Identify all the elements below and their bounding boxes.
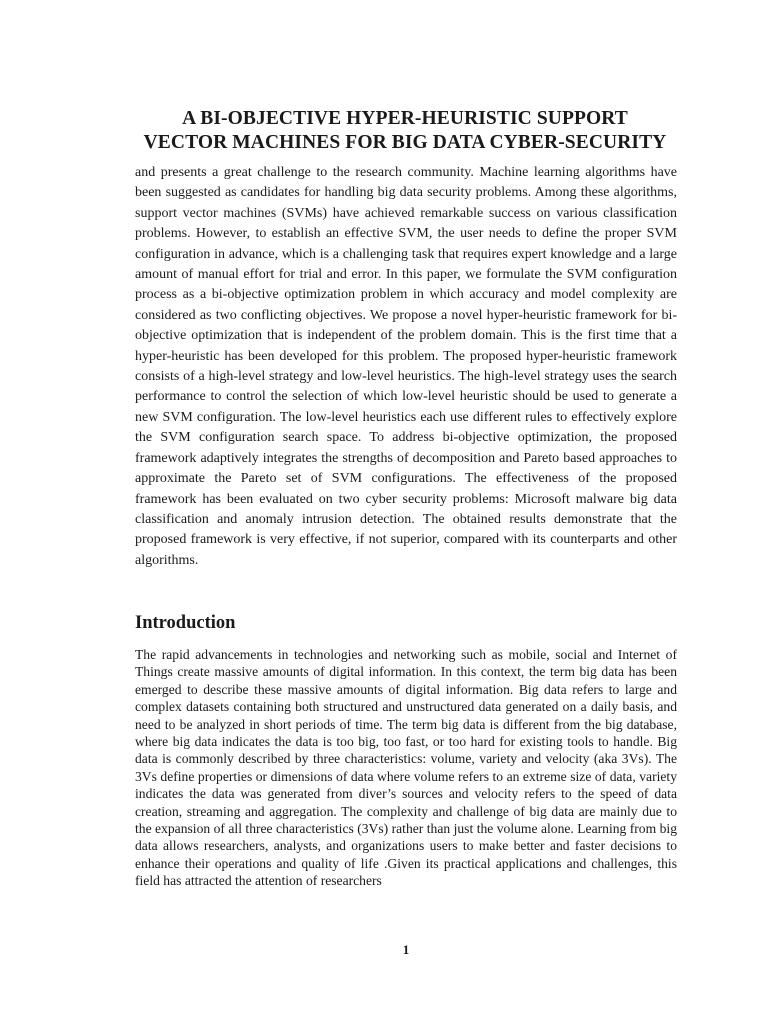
paper-title — [100, 107, 710, 155]
page-number: 1 — [402, 942, 410, 957]
introduction-heading: Introduction — [135, 613, 236, 633]
abstract-paragraph: and presents a great challenge to the research community. Machine learning algorithms have been suggested as candidates for handling big data security problems. Among these algorithms, support vector machines (SVMs) have achieved remarkable success on various classification problems. However, to establish an effective SVM, the user needs to define the proper SVM configuration in advance, which is a challenging task that requires expert knowledge and a large amount of manual effort for trial and error. In this paper, we formulate the SVM configuration process as a bi-objective optimization problem in which accuracy and model complexity are considered as two conflicting objectives. We propose a novel hyper-heuristic framework for bi-objective optimization that is independent of the problem domain. This is the first time that a hyper-heuristic has been developed for this problem. The proposed hyper-heuristic framework consists of a high-level strategy and low-level heuristics. The high-level strategy uses the search performance to control the selection of which low-level heuristic should be used to generate a new SVM configuration. The low-level heuristics each use different rules to effectively explore the SVM configuration search space. To address bi-objective optimization, the proposed framework adaptively integrates the strengths of decomposition and Pareto based approaches to approximate the Pareto set of SVM configurations. The effectiveness of the proposed framework has been evaluated on two cyber security problems: Microsoft malware big data classification and anomaly intrusion detection. The obtained results demonstrate that the proposed framework is very effective, if not superior, compared with its counterparts and other algorithms. — [135, 165, 677, 568]
paper-title-line-1: A BI-OBJECTIVE HYPER-HEURISTIC SUPPORT — [182, 108, 628, 129]
introduction-paragraph: The rapid advancements in technologies and networking such as mobile, social and Internet of Things create massive amounts of digital information. In this context, the term big data has been emerged to describe these massive amounts of digital information. Big data refers to large and complex datasets containing both structured and unstructured data generated on a daily basis, and need to be analyzed in short periods of time. The term big data is different from the big database, where big data indicates the data is too big, too fast, or too hard for existing tools to handle. Big data is commonly described by three characteristics: volume, variety and velocity (aka 3Vs). The 3Vs define properties or dimensions of data where volume refers to an extreme size of data, variety indicates the data was generated from diver’s sources and velocity refers to the speed of data creation, streaming and aggregation. The complexity and challenge of big data are mainly due to the expansion of all three characteristics (3Vs) rather than just the volume alone. Learning from big data allows researchers, analysts, and organizations users to make better and faster decisions to enhance their operations and quality of life .Given its practical applications and challenges, this field has attracted the attention of researchers — [135, 647, 677, 889]
paper-title-line-2: VECTOR MACHINES FOR BIG DATA CYBER-SECURITY — [143, 132, 667, 153]
